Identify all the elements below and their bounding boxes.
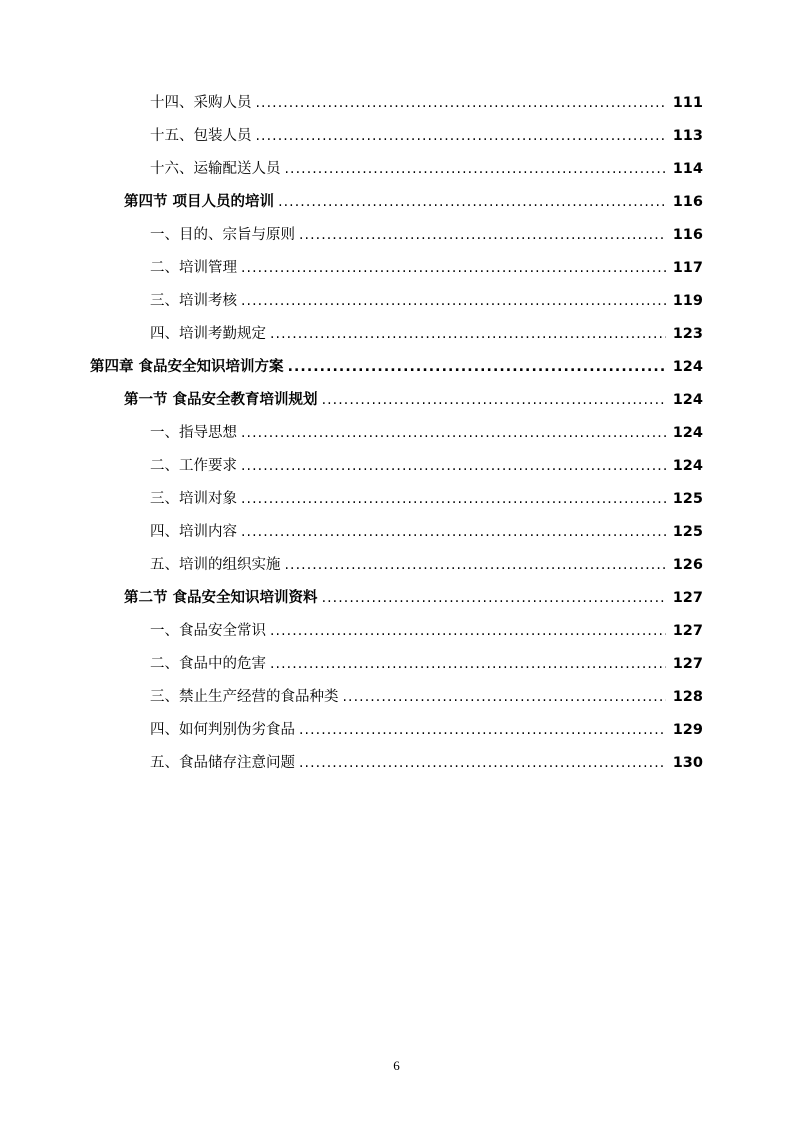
toc-entry-label: 二、工作要求 bbox=[150, 458, 237, 474]
toc-leader-dots bbox=[288, 360, 666, 375]
toc-entry-label: 五、食品储存注意问题 bbox=[150, 755, 295, 771]
toc-entry[interactable] bbox=[150, 96, 703, 111]
toc-entry[interactable] bbox=[124, 393, 703, 408]
toc-entry-label: 第一节 食品安全教育培训规划 bbox=[124, 392, 318, 408]
toc-entry[interactable] bbox=[150, 657, 703, 672]
toc-entry-page-number: 113 bbox=[672, 128, 703, 144]
toc-entry[interactable] bbox=[150, 525, 703, 540]
toc-entry-label: 一、指导思想 bbox=[150, 425, 237, 441]
toc-entry-page-number: 117 bbox=[672, 260, 703, 276]
toc-entry-label: 一、目的、宗旨与原则 bbox=[150, 227, 295, 243]
toc-entry-label: 五、培训的组织实施 bbox=[150, 557, 281, 573]
toc-entry[interactable] bbox=[150, 624, 703, 639]
toc-entry[interactable] bbox=[150, 459, 703, 474]
toc-leader-dots bbox=[322, 591, 666, 606]
toc-entry-page-number: 130 bbox=[672, 755, 703, 771]
toc-leader-dots bbox=[241, 426, 666, 441]
toc-entry[interactable] bbox=[150, 690, 703, 705]
toc-leader-dots bbox=[285, 162, 666, 177]
toc-entry-label: 一、食品安全常识 bbox=[150, 623, 266, 639]
toc-entry-page-number: 111 bbox=[672, 95, 703, 111]
toc-leader-dots bbox=[241, 294, 666, 309]
toc-entry-page-number: 128 bbox=[672, 689, 703, 705]
toc-entry-label: 四、如何判别伪劣食品 bbox=[150, 722, 295, 738]
toc-entry[interactable] bbox=[150, 426, 703, 441]
toc-entry-page-number: 123 bbox=[672, 326, 703, 342]
toc-entry-page-number: 124 bbox=[672, 425, 703, 441]
toc-leader-dots bbox=[270, 624, 666, 639]
page-number: 6 bbox=[393, 1058, 400, 1073]
toc-entry-label: 第二节 食品安全知识培训资料 bbox=[124, 590, 318, 606]
toc-entry-page-number: 127 bbox=[672, 656, 703, 672]
toc-entry[interactable] bbox=[150, 294, 703, 309]
toc-leader-dots bbox=[278, 195, 666, 210]
toc-entry[interactable] bbox=[150, 723, 703, 738]
toc-entry[interactable] bbox=[150, 129, 703, 144]
toc-entry[interactable] bbox=[124, 591, 703, 606]
toc-leader-dots bbox=[270, 657, 666, 672]
toc-entry-label: 三、培训对象 bbox=[150, 491, 237, 507]
toc-leader-dots bbox=[299, 723, 666, 738]
toc-entry[interactable] bbox=[150, 162, 703, 177]
toc-entry-page-number: 124 bbox=[672, 392, 703, 408]
toc-leader-dots bbox=[256, 129, 666, 144]
toc-entry-label: 十四、采购人员 bbox=[150, 95, 252, 111]
toc-entry-label: 三、培训考核 bbox=[150, 293, 237, 309]
toc-leader-dots bbox=[241, 261, 666, 276]
toc-leader-dots bbox=[285, 558, 666, 573]
toc-leader-dots bbox=[299, 228, 666, 243]
toc-entry-page-number: 124 bbox=[672, 359, 703, 375]
toc-entry-label: 二、食品中的危害 bbox=[150, 656, 266, 672]
toc-leader-dots bbox=[343, 690, 666, 705]
toc-entry-label: 四、培训考勤规定 bbox=[150, 326, 266, 342]
toc-entry[interactable] bbox=[150, 327, 703, 342]
toc-leader-dots bbox=[256, 96, 666, 111]
toc-entry-page-number: 126 bbox=[672, 557, 703, 573]
toc-entry-label: 第四章 食品安全知识培训方案 bbox=[90, 359, 284, 375]
toc-entry-page-number: 119 bbox=[672, 293, 703, 309]
toc-entry-label: 四、培训内容 bbox=[150, 524, 237, 540]
toc-leader-dots bbox=[322, 393, 666, 408]
toc-entry[interactable] bbox=[150, 756, 703, 771]
toc-entry-label: 十五、包装人员 bbox=[150, 128, 252, 144]
toc-entry-page-number: 116 bbox=[672, 194, 703, 210]
toc-entry[interactable] bbox=[150, 261, 703, 276]
toc-leader-dots bbox=[241, 525, 666, 540]
toc-entry-label: 十六、运输配送人员 bbox=[150, 161, 281, 177]
toc-entry-page-number: 116 bbox=[672, 227, 703, 243]
toc-leader-dots bbox=[241, 492, 666, 507]
toc-entry-page-number: 127 bbox=[672, 590, 703, 606]
toc-leader-dots bbox=[270, 327, 666, 342]
toc-entry-page-number: 124 bbox=[672, 458, 703, 474]
toc-entry-label: 三、禁止生产经营的食品种类 bbox=[150, 689, 339, 705]
toc-entry[interactable] bbox=[90, 360, 703, 375]
toc-entry-page-number: 129 bbox=[672, 722, 703, 738]
table-of-contents bbox=[90, 96, 703, 789]
toc-leader-dots bbox=[241, 459, 666, 474]
toc-entry-page-number: 114 bbox=[672, 161, 703, 177]
toc-entry[interactable] bbox=[150, 228, 703, 243]
toc-leader-dots bbox=[299, 756, 666, 771]
toc-entry[interactable] bbox=[150, 558, 703, 573]
toc-entry[interactable] bbox=[150, 492, 703, 507]
toc-entry-label: 二、培训管理 bbox=[150, 260, 237, 276]
toc-entry-page-number: 125 bbox=[672, 491, 703, 507]
toc-entry-label: 第四节 项目人员的培训 bbox=[124, 194, 275, 210]
toc-entry[interactable] bbox=[124, 195, 703, 210]
toc-entry-page-number: 125 bbox=[672, 524, 703, 540]
toc-entry-page-number: 127 bbox=[672, 623, 703, 639]
